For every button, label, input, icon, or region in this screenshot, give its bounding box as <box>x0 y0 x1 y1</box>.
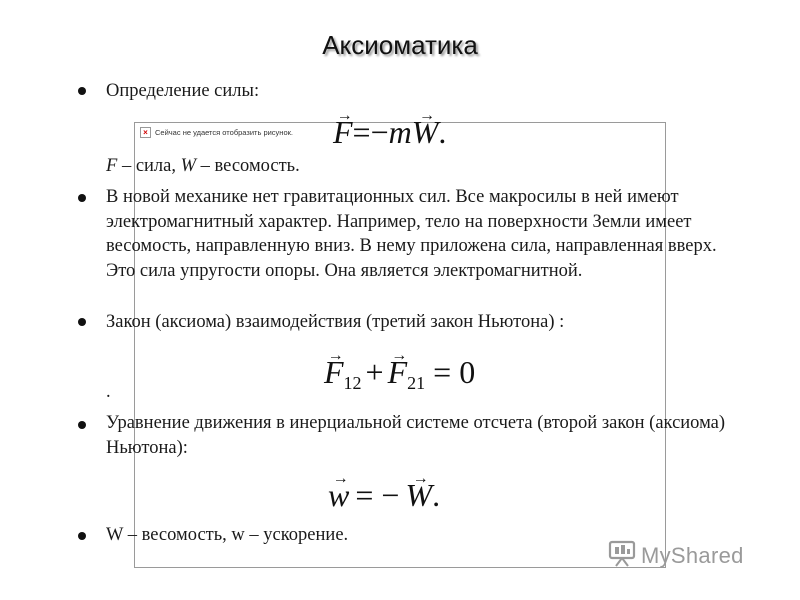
formula-operator: =− <box>352 114 389 150</box>
vector-w-small: → w <box>328 475 349 515</box>
bullet-second-law: Уравнение движения в инерциальной системе отсчета (второй закон (аксиома) Ньютона): <box>106 413 726 458</box>
vector-f21: → F <box>388 352 408 392</box>
symbol-f: F <box>106 156 118 176</box>
bullet-dot <box>78 532 86 540</box>
broken-image-icon: × <box>140 127 151 138</box>
broken-image-message: Сейчас не удается отобразить рисунок. <box>155 128 293 137</box>
w-description: – весомость. <box>196 156 300 176</box>
symbol-w: W <box>180 156 197 176</box>
bullet-electromagnetic-forces: В новой механике нет гравитационных сил. Все макросилы в ней имеют электромагнитный характер. Например, тело на поверхности Земли имеет весомость, направленную вниз. В нему приложена сила, направленная вверх. Это сила упругости опоры. Она является электромагнитной. <box>106 187 717 281</box>
formula-plus: + <box>365 354 384 390</box>
force-definition-legend <box>106 154 726 179</box>
watermark-logo <box>607 538 744 573</box>
bullet-notation: W – весомость, w – ускорение. <box>106 525 349 545</box>
vector-f12: → F <box>324 352 344 392</box>
formula-equals-zero: = 0 <box>433 354 476 390</box>
formula-end: . <box>438 114 447 150</box>
period-line: . <box>106 382 111 402</box>
subscript-21: 21 <box>407 373 426 393</box>
symbol-m: m <box>388 114 412 150</box>
vector-w: → W <box>405 475 432 515</box>
broken-image-placeholder <box>140 127 293 138</box>
formula-second-law <box>328 475 440 515</box>
vector-w: → W <box>412 112 439 152</box>
formula-third-law <box>324 352 475 403</box>
bullet-dot <box>78 194 86 202</box>
bullet-dot <box>78 318 86 326</box>
formula-operator: = − <box>355 477 400 513</box>
bullet-dot <box>78 87 86 95</box>
formula-end: . <box>432 477 441 513</box>
presentation-icon <box>607 538 637 573</box>
slide-title: Аксиоматика <box>322 30 478 60</box>
bullet-third-law: Закон (аксиома) взаимодействия (третий закон Ньютона) : <box>106 312 565 332</box>
f-description: – сила, <box>117 156 181 176</box>
bullet-force-definition: Определение силы: <box>106 81 260 101</box>
watermark-text: MyShared <box>641 542 744 568</box>
formula-force-definition <box>333 112 446 152</box>
vector-f: → F <box>333 112 353 152</box>
subscript-12: 12 <box>343 373 362 393</box>
bullet-dot <box>78 421 86 429</box>
